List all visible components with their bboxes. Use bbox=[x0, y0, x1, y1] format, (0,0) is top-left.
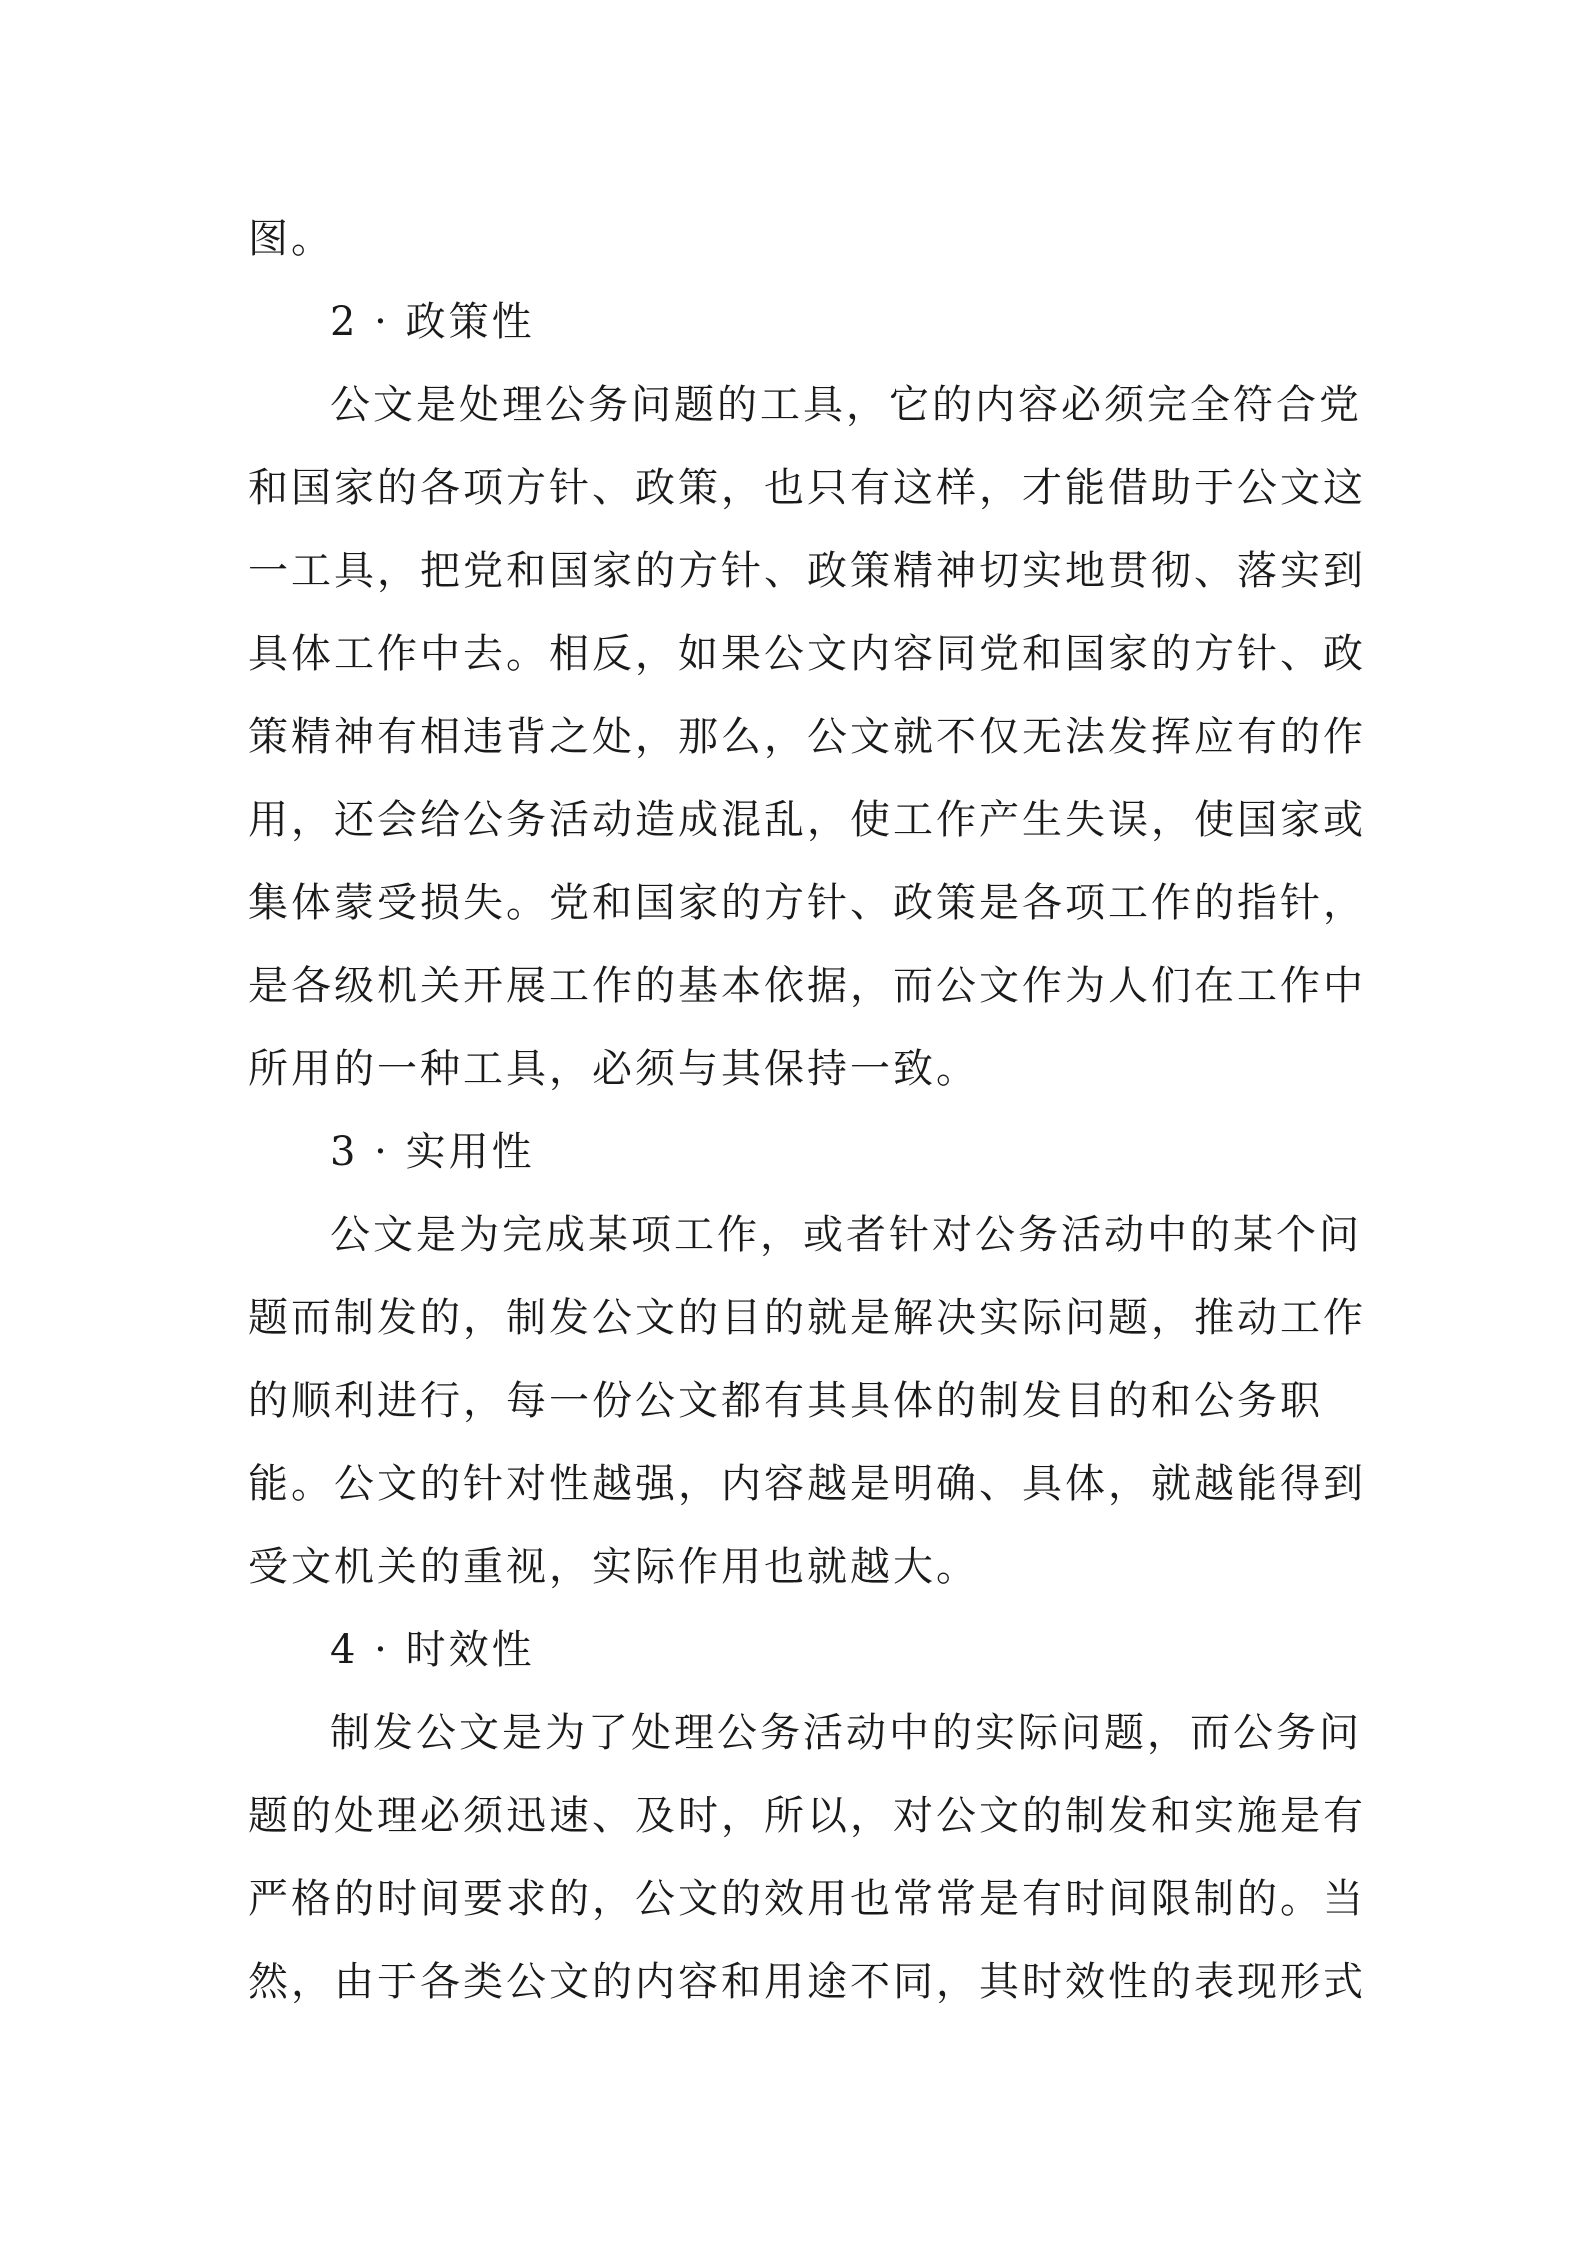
paragraph-line: 策精神有相违背之处，那么，公文就不仅无法发挥应有的作 bbox=[248, 714, 1366, 760]
paragraph-line: 图。 bbox=[248, 216, 334, 262]
paragraph-line: 受文机关的重视，实际作用也就越大。 bbox=[248, 1544, 979, 1590]
section-heading-timeliness: 4 · 时效性 bbox=[330, 1627, 535, 1673]
paragraph-line: 严格的时间要求的，公文的效用也常常是有时间限制的。当 bbox=[248, 1876, 1366, 1922]
paragraph-line: 能。公文的针对性越强，内容越是明确、具体，就越能得到 bbox=[248, 1461, 1366, 1507]
paragraph-line: 制发公文是为了处理公务活动中的实际问题，而公务问 bbox=[330, 1710, 1362, 1756]
section-heading-practicality: 3 · 实用性 bbox=[330, 1129, 535, 1175]
paragraph-line: 是各级机关开展工作的基本依据，而公文作为人们在工作中 bbox=[248, 963, 1366, 1009]
paragraph-line: 集体蒙受损失。党和国家的方针、政策是各项工作的指针， bbox=[248, 880, 1366, 926]
paragraph-line: 用，还会给公务活动造成混乱，使工作产生失误，使国家或 bbox=[248, 797, 1366, 843]
paragraph-line: 所用的一种工具，必须与其保持一致。 bbox=[248, 1046, 979, 1092]
paragraph-line: 公文是为完成某项工作，或者针对公务活动中的某个问 bbox=[330, 1212, 1362, 1258]
section-heading-policy: 2 · 政策性 bbox=[330, 299, 535, 345]
paragraph-line: 的顺利进行，每一份公文都有其具体的制发目的和公务职 bbox=[248, 1378, 1323, 1424]
paragraph-line: 公文是处理公务问题的工具，它的内容必须完全符合党 bbox=[330, 382, 1362, 428]
paragraph-line: 一工具，把党和国家的方针、政策精神切实地贯彻、落实到 bbox=[248, 548, 1366, 594]
paragraph-line: 题的处理必须迅速、及时，所以，对公文的制发和实施是有 bbox=[248, 1793, 1366, 1839]
paragraph-line: 题而制发的，制发公文的目的就是解决实际问题，推动工作 bbox=[248, 1295, 1366, 1341]
paragraph-line: 具体工作中去。相反，如果公文内容同党和国家的方针、政 bbox=[248, 631, 1366, 677]
paragraph-line: 和国家的各项方针、政策，也只有这样，才能借助于公文这 bbox=[248, 465, 1366, 511]
paragraph-line: 然，由于各类公文的内容和用途不同，其时效性的表现形式 bbox=[248, 1959, 1366, 2005]
